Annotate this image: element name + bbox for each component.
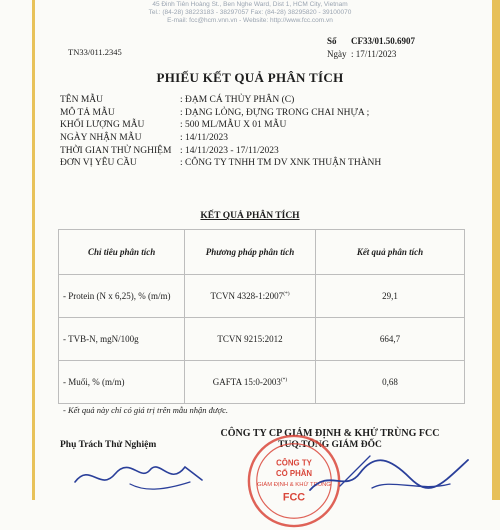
supervisor-signature — [70, 452, 210, 497]
document-number: TN33/011.2345 — [68, 47, 122, 57]
info-label: KHỐI LƯỢNG MẪU — [60, 120, 145, 131]
ngay-label: Ngày — [327, 48, 347, 59]
column-header-result: Kết quả phân tích — [315, 230, 464, 275]
company-name: CÔNG TY CP GIÁM ĐỊNH & KHỬ TRÙNG FCC — [220, 428, 440, 439]
info-value: : CÔNG TY TNHH TM DV XNK THUẬN THÀNH — [180, 158, 382, 169]
validity-note: - Kết quả này chỉ có giá trị trên mẫu nhận được. — [63, 405, 228, 415]
info-row — [60, 108, 480, 121]
info-row — [60, 120, 480, 133]
info-label: MÔ TẢ MẪU — [60, 107, 115, 118]
results-table — [58, 229, 465, 404]
sample-info — [60, 95, 480, 171]
info-value: : 14/11/2023 - 17/11/2023 — [180, 145, 279, 156]
cell-result: 664,7 — [315, 318, 464, 361]
ngay-value: : 17/11/2023 — [351, 48, 397, 59]
method-footnote: (*) — [283, 291, 290, 297]
method-text: TCVN 4328-1:2007 — [210, 291, 284, 301]
method-text: GAFTA 15:0-2003 — [212, 377, 281, 387]
director-signature — [300, 448, 475, 498]
info-label: TÊN MẪU — [60, 95, 104, 105]
cell-method — [185, 361, 316, 404]
info-row — [60, 146, 480, 159]
page-title: PHIẾU KẾT QUẢ PHÂN TÍCH — [156, 70, 344, 85]
test-supervisor-title: Phụ Trách Thử Nghiệm — [60, 440, 157, 450]
cell-indicator: - Muối, % (m/m) — [59, 361, 185, 404]
info-value: : 14/11/2023 — [180, 133, 228, 144]
table-row — [59, 318, 465, 361]
letterhead — [0, 0, 500, 26]
method-text: TCVN 9215:2012 — [217, 334, 283, 344]
info-value: : 500 ML/MẪU X 01 MẪU — [180, 120, 287, 131]
cell-method — [185, 318, 316, 361]
table-row — [59, 361, 465, 404]
table-row — [59, 275, 465, 318]
so-label: Số — [327, 35, 337, 46]
info-label: THỜI GIAN THỬ NGHIỆM — [60, 145, 172, 156]
stamp-top-text: CÔNG TY — [276, 458, 312, 468]
stamp-sub-text: GIÁM ĐỊNH & KHỬ TRÙNG — [257, 481, 331, 488]
letterhead-web: E-mail: fcc@hcm.vnn.vn - Website: http://www.fcc.com.vn — [167, 17, 333, 24]
so-value: CF33/01.50.6907 — [351, 35, 415, 46]
so-row — [327, 34, 415, 47]
cell-result: 0,68 — [315, 361, 464, 404]
cell-result: 29,1 — [315, 275, 464, 318]
column-header-method: Phương pháp phân tích — [185, 230, 316, 275]
method-footnote: (*) — [280, 377, 288, 383]
info-value: : ĐẠM CÁ THỦY PHÂN (C) — [180, 95, 295, 105]
table-header-row — [59, 230, 465, 275]
cell-method — [185, 275, 316, 318]
stamp-bottom-text: FCC — [282, 491, 306, 504]
info-label: ĐƠN VỊ YÊU CẦU — [60, 158, 137, 169]
info-label: NGÀY NHẬN MẪU — [60, 133, 142, 144]
info-row — [60, 158, 480, 171]
reference-block — [327, 34, 415, 60]
cell-indicator: - Protein (N x 6,25), % (m/m) — [59, 275, 185, 318]
stamp-mid-text: CỔ PHẦN — [275, 469, 313, 479]
info-value: : DẠNG LỎNG, ĐỰNG TRONG CHAI NHỰA ; — [180, 107, 370, 118]
company-authority: TUQ.TỔNG GIÁM ĐỐC — [278, 440, 382, 450]
info-row — [60, 133, 480, 146]
results-heading: KẾT QUẢ PHÂN TÍCH — [200, 211, 300, 221]
column-header-indicator: Chỉ tiêu phân tích — [59, 230, 185, 275]
letterhead-address: 45 Đinh Tiên Hoàng St., Ben Nghe Ward, Dist 1, HCM City, Vietnam — [152, 1, 348, 8]
cell-indicator: - TVB-N, mgN/100g — [59, 318, 185, 361]
ngay-row — [327, 47, 415, 60]
info-row — [60, 95, 480, 108]
letterhead-contact: Tel.: (84-28) 38223183 - 38297057 Fax: (84-28) 38295820 - 39100070 — [148, 9, 352, 16]
